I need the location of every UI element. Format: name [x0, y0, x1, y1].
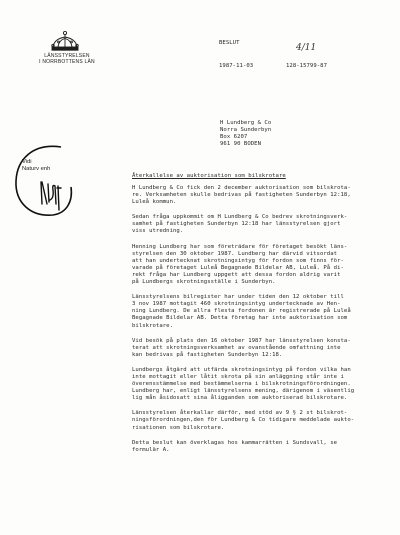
text-line: Sedan fråga uppkommit om H Lundberg & Co bedrev skrotningsverk-	[132, 214, 348, 221]
text-line: 3 nov 1987 mottagit 460 skrotningsintyg undertecknade av Hen-	[132, 301, 341, 308]
text-line: överensstämmelse med bestämmelserna i bilskrotningsförordningen.	[132, 381, 351, 388]
document-date: 1987-11-03	[219, 63, 254, 69]
text-line: H Lundberg & Co fick den 2 december auktorisation som bilskrota-	[132, 185, 351, 191]
recipient-line: Box 6207	[220, 134, 248, 141]
case-number: 128-15799-87	[286, 63, 328, 69]
document-type: BESLUT	[219, 40, 240, 46]
organization-name	[34, 53, 100, 65]
paragraph	[132, 185, 390, 206]
text-line: kan bedrivas på fastigheten Sunderbyn 12:18.	[132, 351, 283, 358]
handwritten-mark-text: 4/11	[296, 43, 317, 53]
text-line: Länsstyrelsen återkallar därför, med stöd av 9 § 2 st bilskrot-	[132, 410, 348, 417]
text-line: Länsstyrelsens bilregister har under tiden den 12 oktober till	[132, 294, 344, 301]
recipient-line: Norra Sunderbyn	[220, 127, 272, 134]
letter-heading: Återkallelse av auktorisation som bilskrotare	[132, 173, 286, 179]
margin-note-line-1: Vidi	[22, 159, 32, 165]
text-line: Begagnade Bildelar AB. Detta företag har inte auktorisation som	[132, 315, 348, 322]
recipient-line: 961 90 BODEN	[220, 141, 262, 148]
text-line: Lundbergs åtgärd att utfärda skrotningsintyg på fordon vilka han	[132, 366, 351, 373]
paragraph	[132, 294, 390, 329]
text-line: viss utredning.	[132, 228, 184, 235]
paragraph	[132, 338, 390, 359]
letter-body	[132, 185, 390, 462]
text-line: att han undertecknat skrotningsintyg för fordon som finns för-	[132, 257, 344, 264]
signature-scribble	[38, 174, 64, 214]
text-line: Detta beslut kan överklagas hos kammarrätten i Sundsvall, se	[132, 439, 338, 446]
text-line: styrelsen den 30 oktober 1987. Lundberg har därvid vitsordat	[132, 250, 338, 257]
margin-note	[22, 159, 50, 173]
org-line-2: I NORRBOTTENS LÄN	[39, 59, 95, 65]
paragraph	[132, 214, 390, 235]
text-line: inte mottagit eller låtit skrota på sin anläggning står inte i	[132, 373, 344, 380]
text-line: lig mån åsidosatt sina åligganden som auktoriserad bilskrotare.	[132, 395, 348, 402]
crown-logo-icon	[48, 30, 82, 54]
paragraph	[132, 367, 390, 402]
text-line: Vid besök på plats den 16 oktober 1987 har länsstyrelsen konsta-	[132, 337, 351, 344]
handwritten-mark	[290, 38, 320, 56]
text-line: varade på företaget Luleå Begagnade Bildelar AB, Luleå. På di-	[132, 264, 344, 271]
text-line: ningsförordningen,den för Lundberg & Co tidigare meddelade aukto-	[132, 417, 355, 424]
text-line: ning Lundberg. De allra flesta fordonen är registrerade på Luleå	[132, 308, 351, 315]
text-line: Henning Lundberg har som företrädare för företaget besökt läns-	[132, 243, 348, 250]
text-line: Luleå kommun.	[132, 199, 177, 206]
paragraph	[132, 244, 390, 287]
org-line-1: LÄNSSTYRELSEN	[44, 53, 90, 59]
recipient-line: H Lundberg & Co	[220, 120, 272, 126]
paragraph	[132, 440, 390, 454]
text-line: rekt fråga har Lundberg uppgett att dessa fordon aldrig varit	[132, 271, 341, 278]
text-line: re. Verksamheten skulle bedrivas på fastigheten Sunderbyn 12:18,	[132, 192, 351, 199]
text-line: samhet på fastigheten Sunderbyn 12:18 har länsstyrelsen gjort	[132, 221, 341, 228]
text-line: på Lundbergs skrotningsställe i Sunderbyn.	[132, 279, 276, 286]
paragraph	[132, 410, 390, 431]
text-line: formulär A.	[132, 446, 170, 453]
recipient-address	[220, 120, 271, 148]
text-line: Lundberg har, enligt länsstyrelsens mening, därigenom i väsentlig	[132, 388, 355, 395]
text-line: terat att skrotningsverksamhet av ovanstående omfattning inte	[132, 344, 341, 351]
text-line: bilskrotare.	[132, 322, 174, 329]
text-line: risationen som bilskrotare.	[132, 424, 225, 431]
margin-note-line-2: Naturv enh	[22, 166, 51, 172]
